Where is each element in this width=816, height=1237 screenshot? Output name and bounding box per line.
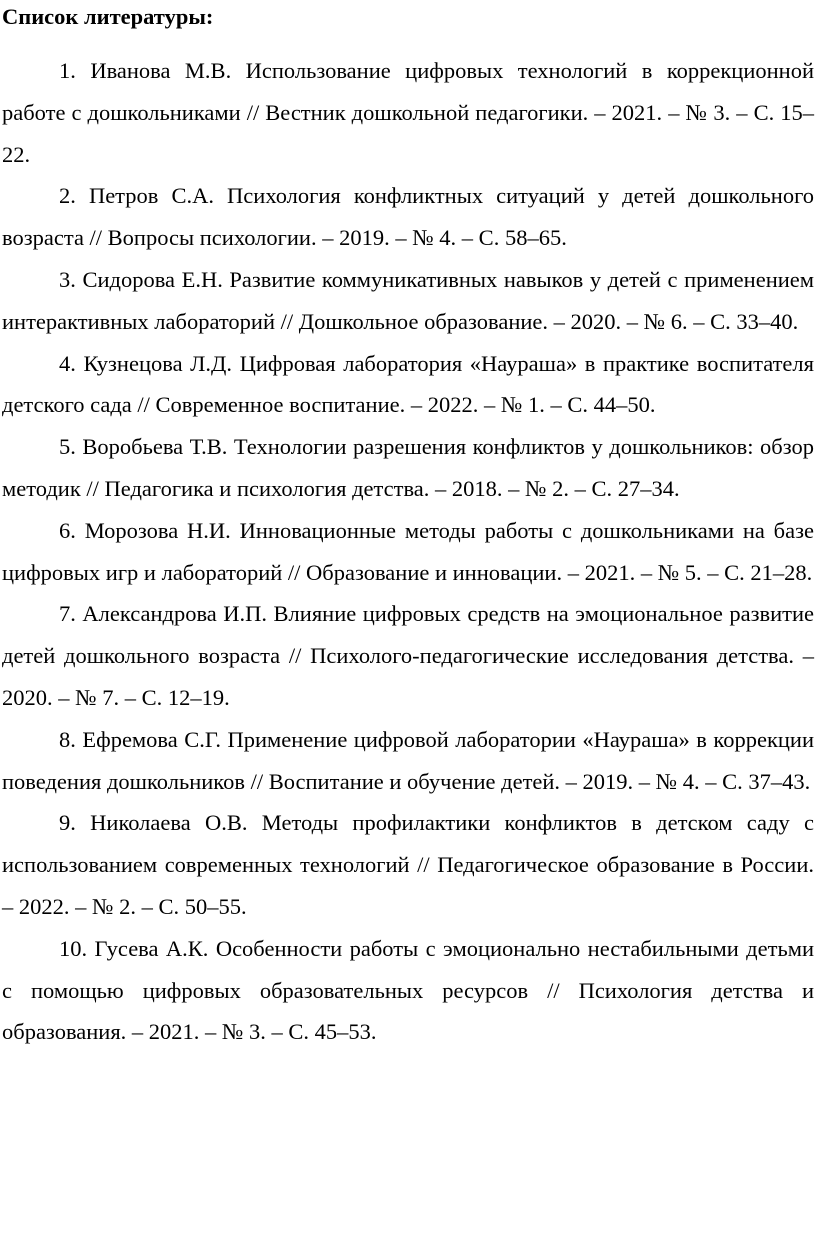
- reference-item: 2. Петров С.А. Психология конфликтных ситуаций у детей дошкольного возраста // Вопросы психологии. – 2019. – № 4. – С. 58–65.: [2, 183, 814, 251]
- reference-item: 3. Сидорова Е.Н. Развитие коммуникативных навыков у детей с применением интерактивных лабораторий // Дошкольное образование. – 2020. – № 6. – С. 33–40.: [2, 266, 814, 334]
- reference-list: [2, 50, 814, 1053]
- reference-item: 4. Кузнецова Л.Д. Цифровая лаборатория «Наураша» в практике воспитателя детского сада // Современное воспитание. – 2022. – № 1. – С. 44–50.: [2, 350, 814, 418]
- reference-item: 7. Александрова И.П. Влияние цифровых средств на эмоциональное развитие детей дошкольного возраста // Психолого-педагогические исследования детства. – 2020. – № 7. – С. 12–19.: [2, 601, 814, 710]
- reference-item: 8. Ефремова С.Г. Применение цифровой лаборатории «Наураша» в коррекции поведения дошкольников // Воспитание и обучение детей. – 2019. – № 4. – С. 37–43.: [2, 726, 814, 794]
- reference-item: 6. Морозова Н.И. Инновационные методы работы с дошкольниками на базе цифровых игр и лабораторий // Образование и инновации. – 2021. – № 5. – С. 21–28.: [2, 517, 814, 585]
- reference-item: 5. Воробьева Т.В. Технологии разрешения конфликтов у дошкольников: обзор методик // Педагогика и психология детства. – 2018. – № 2. – С. 27–34.: [2, 434, 814, 501]
- reference-item: 1. Иванова М.В. Использование цифровых технологий в коррекционной работе с дошкольниками // Вестник дошкольной педагогики. – 2021. – № 3. – С. 15–22.: [2, 58, 814, 167]
- reference-item: 9. Николаева О.В. Методы профилактики конфликтов в детском саду с использованием современных технологий // Педагогическое образование в России. – 2022. – № 2. – С. 50–55.: [2, 810, 814, 919]
- reference-item: 10. Гусева А.К. Особенности работы с эмоционально нестабильными детьми с помощью цифровых образовательных ресурсов // Психология детства и образования. – 2021. – № 3. – С. 45–53.: [2, 935, 814, 1045]
- bibliography-heading: Список литературы:: [2, 4, 214, 29]
